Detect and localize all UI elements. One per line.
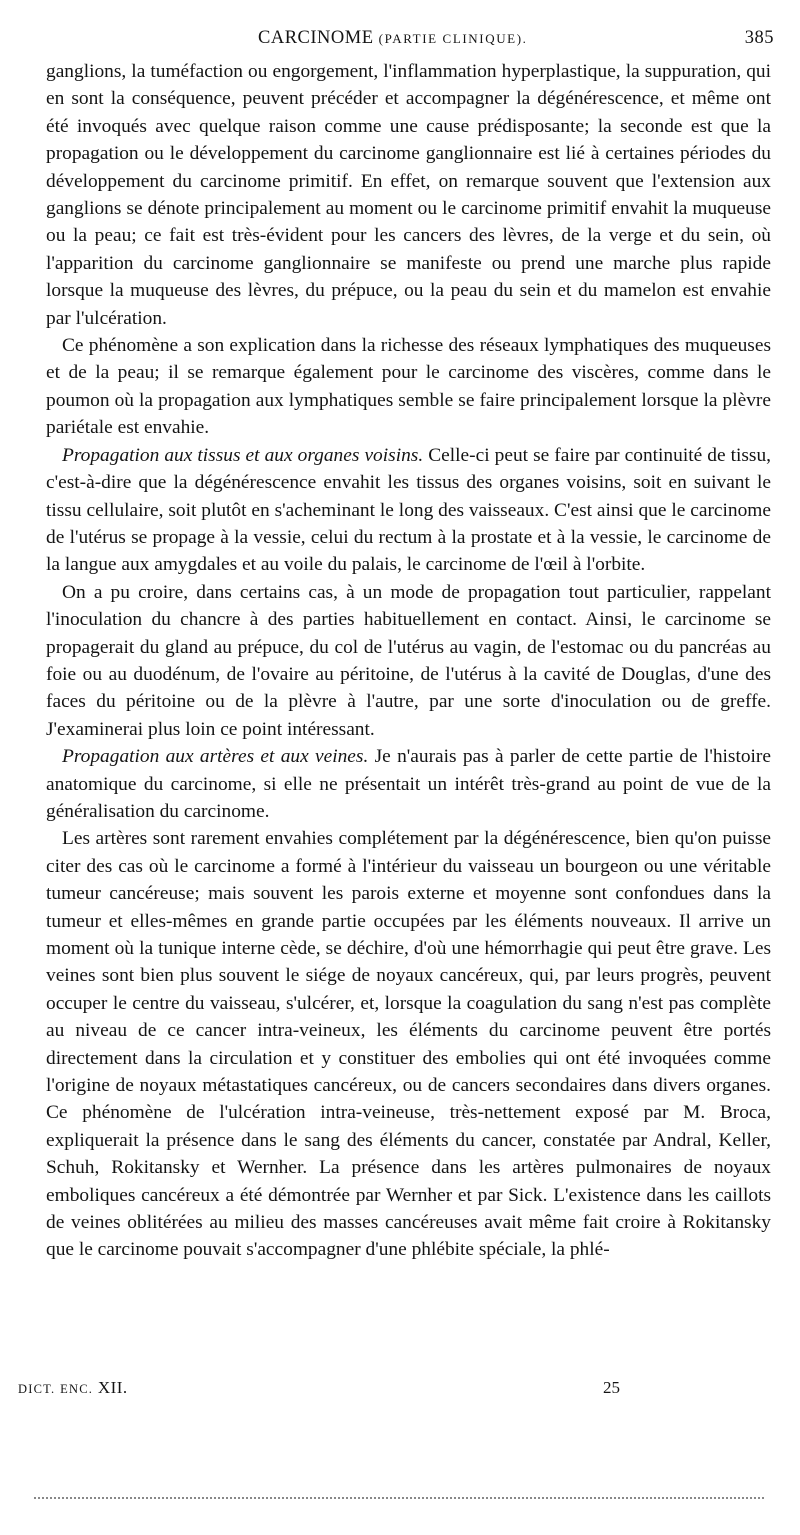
signature-number: 25	[603, 1378, 620, 1397]
page-footer	[18, 1378, 718, 1402]
signature-abbrev: ENC.	[60, 1382, 94, 1396]
section-heading-tissus: Propagation aux tissus et aux organes voisins.	[62, 444, 424, 466]
section-heading-arteres: Propagation aux artères et aux veines.	[62, 746, 369, 768]
running-title-main: CARCINOME	[258, 28, 374, 48]
body-text	[46, 58, 771, 1264]
paragraph: Les artères sont rarement envahies complétement par la dégénérescence, bien qu'on puisse citer des cas où le carcinome a formé à l'intérieur du vaisseau un bourgeon ou une véritable tumeur cancéreuse; mais souvent les parois externe et moyenne sont confondues dans la tumeur et elles-mêmes en grande partie occupées par les éléments nouveaux. Il arrive un moment où la tunique interne cède, se déchire, d'où une hémorrhagie qui peut être grave. Les veines sont bien plus souvent le siége de noyaux cancéreux, qui, par leurs progrès, peuvent occuper le centre du vaisseau, s'ulcérer, et, lorsque la coagulation du sang n'est pas complète au niveau de ce cancer intra-veineux, les éléments du carcinome peuvent être portés directement dans la circulation et y constituer des embolies qui ont été invoquées comme l'origine de noyaux métastatiques cancéreux, ou de cancers secondaires dans divers organes. Ce phénomène de l'ulcération intra-veineuse, très-nettement exposé par M. Broca, expliquerait la présence dans le sang des éléments du cancer, constatée par Andral, Keller, Schuh, Rokitansky et Wernher. La présence dans les artères pulmonaires de noyaux emboliques cancéreux a été démontrée par Wernher et par Sick. L'existence dans les caillots de veines oblitérées au milieu des masses cancéreuses avait même fait croire à Rokitansky que le carcinome pouvait s'accompagner d'une phlébite spéciale, la phlé-	[46, 828, 771, 1261]
paragraph-tissus-text: Celle-ci peut se faire par continuité de tissu, c'est-à-dire que la dégénérescence envahit les tissus des organes voisins, soit en suivant le tissu cellulaire, soit plutôt en s'acheminant le long des vaisseaux. C'est ainsi que le carcinome de l'utérus se propage à la vessie, celui du rectum à la prostate et à la vessie, le carcinome de la langue aux amygdales et au voile du palais, le carcinome de l'œil à l'orbite.	[46, 444, 772, 576]
page-number: 385	[744, 28, 774, 48]
paragraph-tissus	[46, 442, 771, 579]
paragraph-arteres-text: Je n'aurais pas à parler de cette partie de l'histoire anatomique du carcinome, si elle ne présentait un intérêt très-grand au point de vue de la généralisation du carcinome.	[46, 746, 771, 822]
running-header	[46, 28, 774, 58]
signature-volume: XII.	[97, 1378, 128, 1397]
running-title	[258, 28, 528, 49]
signature-label: DICT.	[18, 1382, 56, 1396]
paragraph-arteres	[46, 743, 771, 825]
paragraph: Ce phénomène a son explication dans la richesse des réseaux lymphatiques des muqueuses et de la peau; il se remarque également pour le carcinome des viscères, comme dans le poumon où la propagation aux lymphatiques semble se faire principalement lorsque la plèvre pariétale est envahie.	[46, 335, 771, 439]
bottom-rule	[34, 1497, 764, 1499]
printer-signature	[18, 1378, 128, 1398]
paragraph: On a pu croire, dans certains cas, à un mode de propagation tout particulier, rappelant l'inoculation du chancre à des parties habituellement en contact. Ainsi, le carcinome se propagerait du gland au prépuce, du col de l'utérus au vagin, de l'estomac ou du pancréas au foie ou au duodénum, de l'ovaire au péritoine, de l'utérus à la cavité de Douglas, d'une des faces du péritoine ou de la plèvre à l'autre, par une sorte d'inoculation ou de greffe. J'examinerai plus loin ce point intéressant.	[46, 581, 771, 740]
running-subtitle: (PARTIE CLINIQUE).	[378, 31, 528, 46]
paragraph-continuation: ganglions, la tuméfaction ou engorgement, l'inflammation hyperplastique, la suppuration, qui en sont la conséquence, peuvent précéder et accompagner la dégénérescence, et même ont été invoqués avec quelque raison comme une cause prédisposante; la seconde est que la propagation ou le développement du carcinome ganglionnaire est lié à certaines périodes du développement du carcinome primitif. En effet, on remarque souvent que l'extension aux ganglions se dénote principalement au moment ou le carcinome primitif envahit la muqueuse ou la peau; ce fait est très-évident pour les cancers des lèvres, de la verge et du sein, où l'apparition du carcinome ganglionnaire se manifeste ou prend une marche plus rapide lorsque la muqueuse des lèvres, du prépuce, ou la peau du sein et du mamelon est envahie par l'ulcération.	[46, 61, 771, 329]
book-page	[46, 28, 774, 1264]
